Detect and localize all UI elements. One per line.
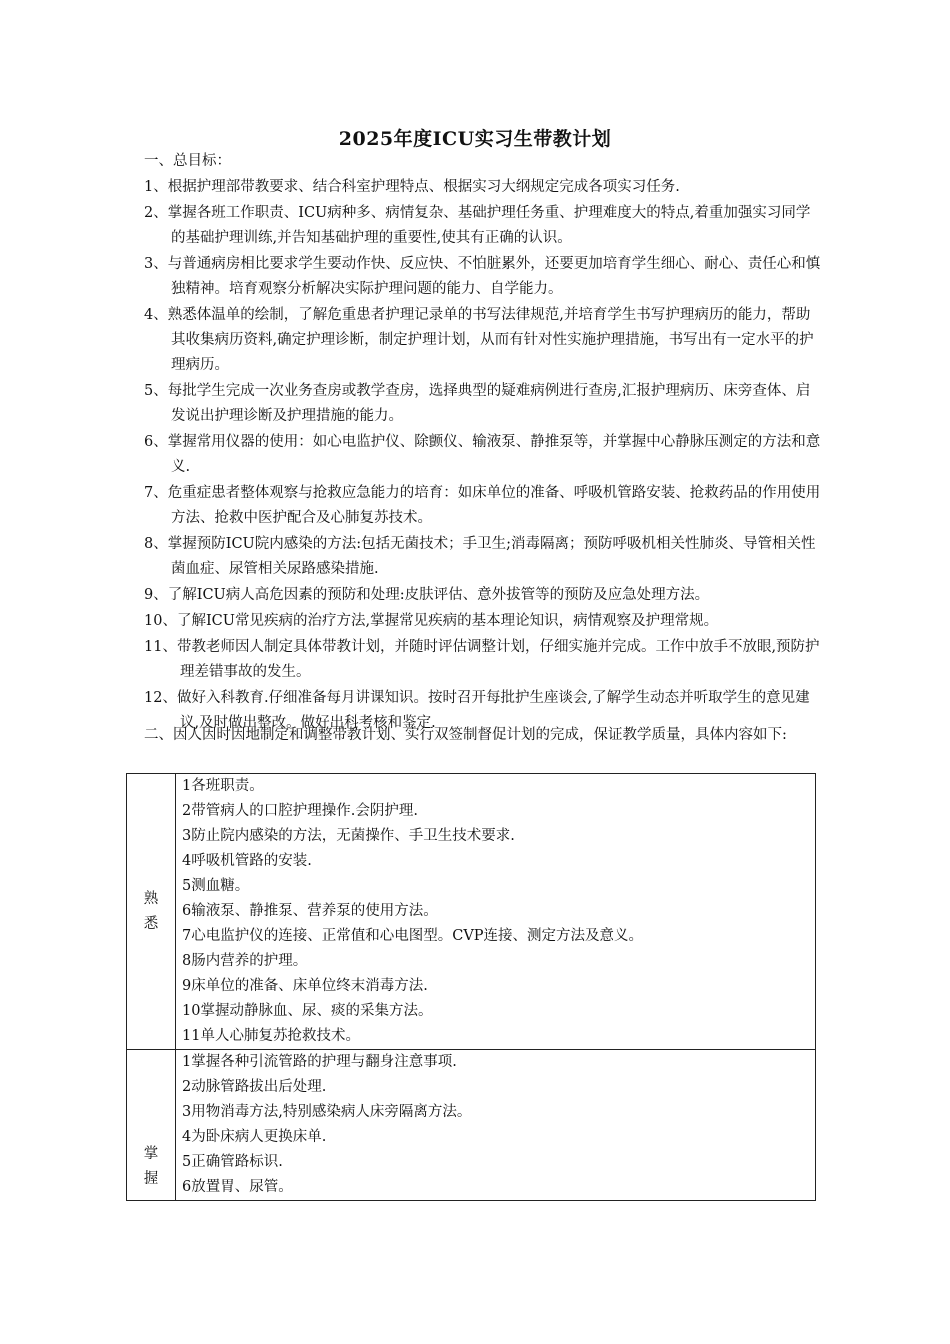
table-row (127, 1050, 816, 1201)
list-item: 3、与普通病房相比要求学生要动作快、反应快、不怕脏累外，还要更加培育学生细心、耐心、责任心和慎独精神。培育观察分析解决实际护理问题的能力、自学能力。 (144, 256, 821, 297)
list-item: 11、带教老师因人制定具体带教计划，并随时评估调整计划，仔细实施并完成。工作中放手不放眼,预防护理差错事故的发生。 (144, 639, 820, 680)
list-item: 2、掌握各班工作职责、ICU病种多、病情复杂、基础护理任务重、护理难度大的特点,着重加强实习同学的基础护理训练,并告知基础护理的重要性,使其有正确的认识。 (144, 205, 811, 246)
list-item: 1、根据护理部带教要求、结合科室护理特点、根据实习大纲规定完成各项实习任务. (144, 179, 680, 195)
table-item: 2带管病人的口腔护理操作.会阴护理. (182, 803, 418, 819)
table-item: 1掌握各种引流管路的护理与翻身注意事项. (182, 1054, 457, 1070)
table-item: 11单人心肺复苏抢救技术。 (182, 1028, 360, 1044)
list-item: 7、危重症患者整体观察与抢救应急能力的培育：如床单位的准备、呼吸机管路安装、抢救药品的作用使用方法、抢救中医护配合及心肺复苏技术。 (144, 485, 821, 526)
table-item: 5正确管路标识. (182, 1154, 283, 1170)
list-item: 9、了解ICU病人高危因素的预防和处理:皮肤评估、意外拔管等的预防及应急处理方法。 (144, 587, 710, 603)
table-item: 8肠内营养的护理。 (182, 953, 308, 969)
category-cell: 掌握 (127, 1050, 176, 1201)
table-item: 4呼吸机管路的安装. (182, 853, 312, 869)
list-item: 8、掌握预防ICU院内感染的方法:包括无菌技术；手卫生;消毒隔离；预防呼吸机相关性肺炎、导管相关性菌血症、尿管相关尿路感染措施. (144, 536, 816, 577)
table-item: 9床单位的准备、床单位终末消毒方法. (182, 978, 428, 994)
section2-text: 二、因人因时因地制定和调整带教计划、实行双签制督促计划的完成，保证教学质量，具体内容如下: (144, 727, 787, 743)
list-item: 10、了解ICU常见疾病的治疗方法,掌握常见疾病的基本理论知识，病情观察及护理常规。 (144, 613, 719, 629)
table-item: 4为卧床病人更换床单. (182, 1129, 327, 1145)
table-item: 2动脉管路拔出后处理. (182, 1079, 327, 1095)
list-item: 5、每批学生完成一次业务查房或教学查房，选择典型的疑难病例进行查房,汇报护理病历、床旁查体、启发说出护理诊断及护理措施的能力。 (144, 383, 811, 424)
table-item: 6输液泵、静推泵、营养泵的使用方法。 (182, 903, 438, 919)
table-item: 6放置胃、尿管。 (182, 1179, 293, 1195)
items-cell (176, 1050, 816, 1201)
table-item: 7心电监护仪的连接、正常值和心电图型。CVP连接、测定方法及意义。 (182, 928, 644, 944)
document-title: 2025年度ICU实习生带教计划 (338, 128, 612, 150)
table-item: 5测血糖。 (182, 878, 250, 894)
items-cell (176, 774, 816, 1050)
section1-heading: 一、总目标： (144, 153, 231, 169)
category-cell: 熟悉 (127, 774, 176, 1050)
list-item: 12、做好入科教育.仔细准备每月讲课知识。按时召开每批护生座谈会,了解学生动态并听取学生的意见建议,及时做出整改。做好出科考核和鉴定. (144, 690, 810, 731)
table-item: 3防止院内感染的方法，无菌操作、手卫生技术要求. (182, 828, 515, 844)
goal-list (144, 175, 824, 737)
table-item: 3用物消毒方法,特别感染病人床旁隔离方法。 (182, 1104, 472, 1120)
list-item: 6、掌握常用仪器的使用：如心电监护仪、除颤仪、输液泵、静推泵等，并掌握中心静脉压测定的方法和意义. (144, 434, 821, 475)
table-item: 1各班职责。 (182, 778, 264, 794)
list-item: 4、熟悉体温单的绘制，了解危重患者护理记录单的书写法律规范,并培育学生书写护理病历的能力，帮助其收集病历资料,确定护理诊断，制定护理计划，从而有针对性实施护理措施，书写出有一定水平的护理病历。 (144, 307, 814, 373)
table-item: 10掌握动静脉血、尿、痰的采集方法。 (182, 1003, 433, 1019)
table-row (127, 774, 816, 1050)
plan-table (126, 773, 816, 1201)
